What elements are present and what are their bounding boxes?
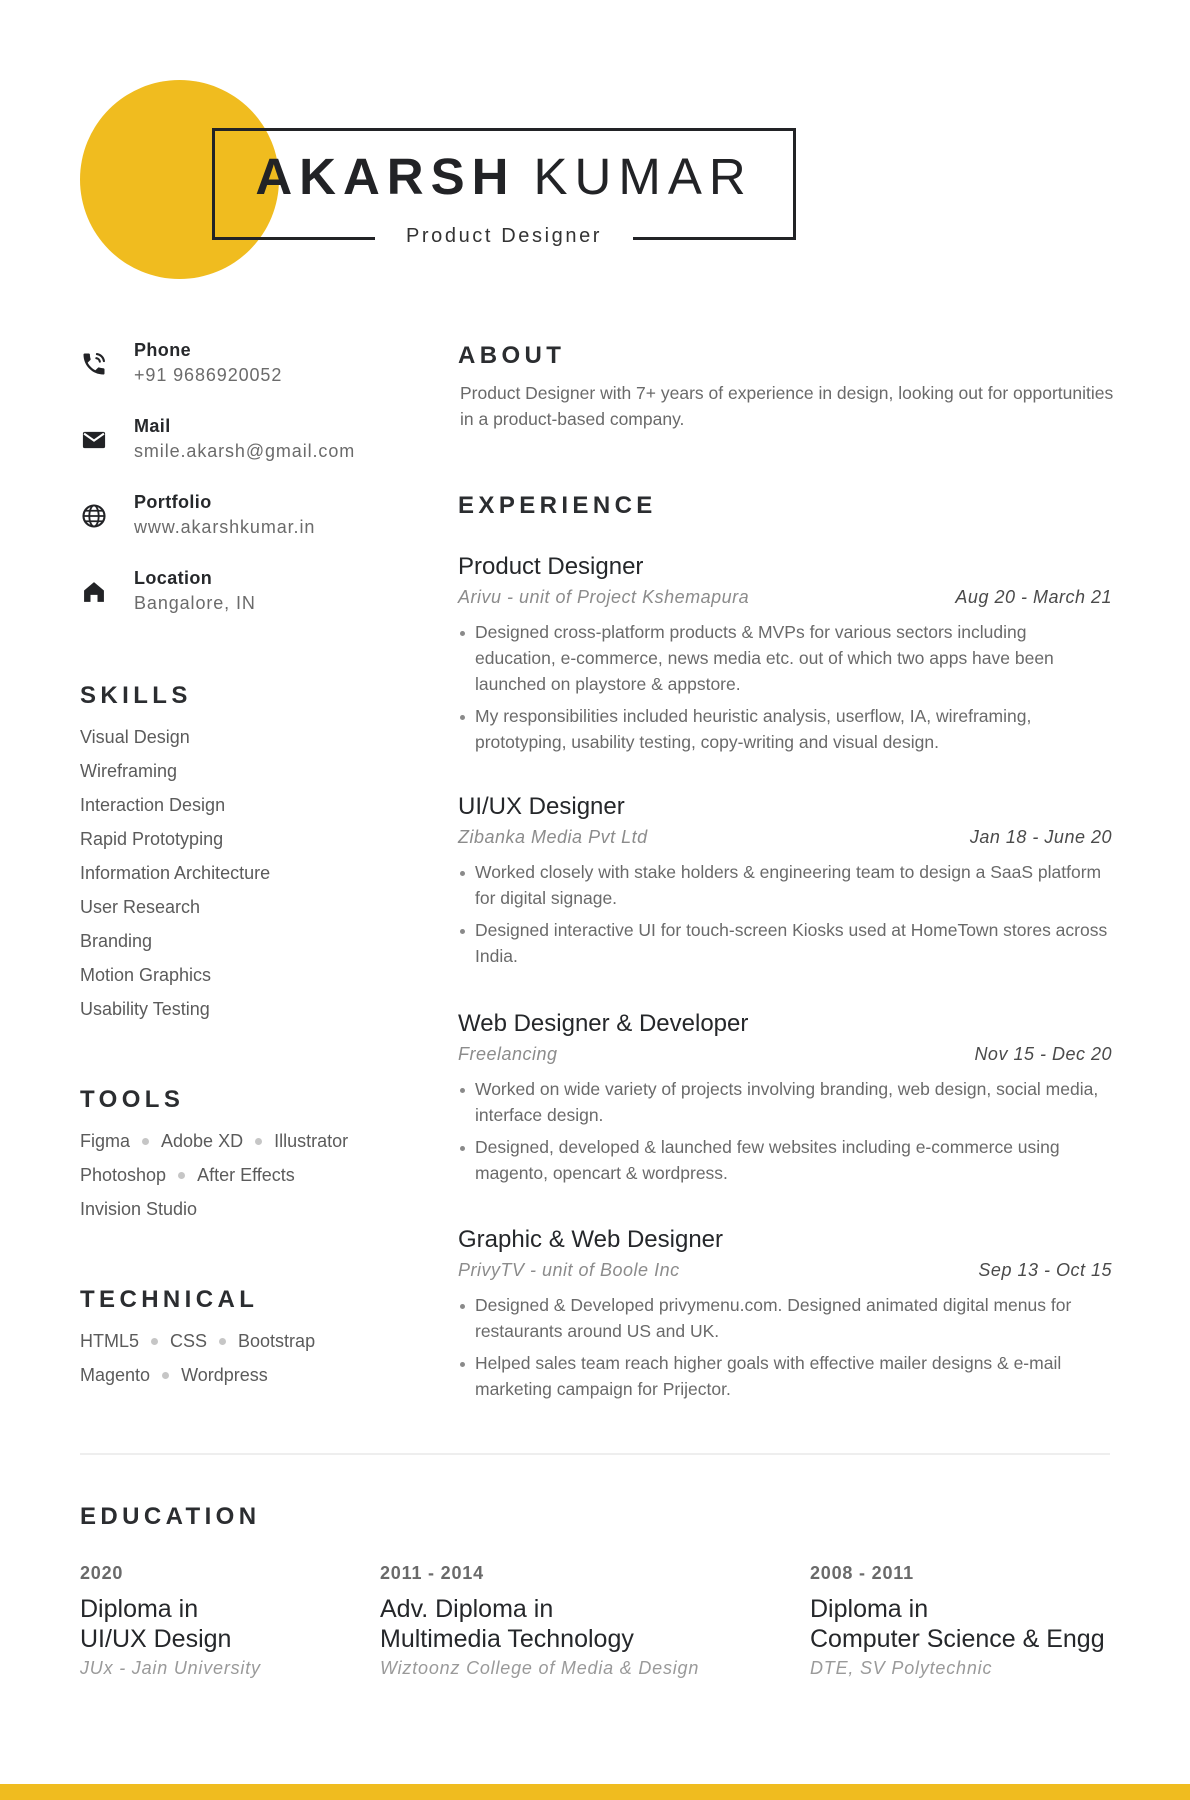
education-degree [810, 1594, 1105, 1654]
phone-icon [80, 350, 108, 378]
name-frame [212, 128, 796, 247]
job-entry [458, 553, 1112, 761]
contact-label: Phone [134, 340, 192, 360]
degree-line: Adv. Diploma in [380, 1595, 554, 1623]
home-icon [80, 578, 108, 606]
contact-label: Mail [134, 416, 171, 436]
degree-line: Computer Science & Engg [810, 1625, 1105, 1653]
job-bullet: Designed cross-platform products & MVPs for various sectors including education, e-commerce, news media etc. out of which two apps have been launched on playstore & appstore. [458, 619, 1112, 697]
degree-line: Diploma in [810, 1595, 929, 1623]
education-entry [810, 1562, 1105, 1679]
degree-line: Diploma in [80, 1595, 199, 1623]
portfolio-value[interactable]: www.akarshkumar.in [134, 517, 316, 537]
degree-line: UI/UX Design [80, 1625, 232, 1653]
job-title: Product Designer [458, 553, 644, 580]
tool-item: Adobe XD [161, 1131, 244, 1151]
job-dates: Jan 18 - June 20 [969, 827, 1112, 847]
education-heading: EDUCATION [80, 1503, 261, 1530]
experience-heading: EXPERIENCE [458, 492, 657, 519]
contact-label: Location [134, 568, 213, 588]
degree-line: Multimedia Technology [380, 1625, 634, 1653]
job-title: UI/UX Designer [458, 793, 625, 820]
technical-list [80, 1330, 315, 1398]
job-bullet: Designed, developed & launched few websites including e-commerce using magento, opencart & wordpress. [458, 1134, 1112, 1186]
job-bullet: My responsibilities included heuristic analysis, userflow, IA, wireframing, prototyping, usability testing, copy-writing and visual design. [458, 703, 1112, 755]
section-divider [80, 1453, 1110, 1455]
list-item: Branding [80, 931, 153, 951]
education-years: 2011 - 2014 [380, 1563, 484, 1583]
education-institution: DTE, SV Polytechnic [810, 1658, 993, 1678]
tool-item: Figma [80, 1131, 131, 1151]
education-years: 2008 - 2011 [810, 1563, 914, 1583]
last-name: KUMAR [533, 148, 753, 205]
skills-heading: SKILLS [80, 682, 192, 709]
full-name [215, 148, 793, 205]
job-bullet: Designed & Developed privymenu.com. Designed animated digital menus for restaurants around US and UK. [458, 1292, 1112, 1344]
list-item: Motion Graphics [80, 965, 212, 985]
list-item: Interaction Design [80, 795, 226, 815]
skills-list [80, 726, 270, 1032]
tech-item: Wordpress [181, 1365, 268, 1385]
job-bullet: Helped sales team reach higher goals with effective mailer designs & e-mail marketing campaign for Prijector. [458, 1350, 1112, 1402]
phone-value[interactable]: +91 9686920052 [134, 365, 283, 385]
globe-icon [80, 502, 108, 530]
education-institution: Wiztoonz College of Media & Design [380, 1658, 700, 1678]
about-heading: ABOUT [458, 342, 566, 369]
list-item: Usability Testing [80, 999, 210, 1019]
tech-item: HTML5 [80, 1331, 140, 1351]
tools-list [80, 1130, 348, 1232]
education-years: 2020 [80, 1563, 124, 1583]
job-company: Zibanka Media Pvt Ltd [458, 827, 648, 847]
job-dates: Sep 13 - Oct 15 [978, 1260, 1112, 1280]
education-degree [380, 1594, 699, 1654]
mail-icon [80, 426, 108, 454]
job-company: Freelancing [458, 1044, 558, 1064]
tech-item: Magento [80, 1365, 151, 1385]
list-item: Visual Design [80, 727, 190, 747]
separator-dot [142, 1138, 149, 1145]
job-bullet: Worked on wide variety of projects involving branding, web design, social media, interface design. [458, 1076, 1112, 1128]
education-entry [380, 1562, 699, 1679]
job-company: Arivu - unit of Project Kshemapura [458, 587, 750, 607]
tool-item: Invision Studio [80, 1199, 198, 1219]
tech-item: CSS [170, 1331, 208, 1351]
education-institution: JUx - Jain University [80, 1658, 261, 1678]
job-dates: Nov 15 - Dec 20 [974, 1044, 1112, 1064]
tool-item: Illustrator [274, 1131, 349, 1151]
job-bullet: Worked closely with stake holders & engineering team to design a SaaS platform for digital signage. [458, 859, 1112, 911]
list-item: Rapid Prototyping [80, 829, 224, 849]
list-item: Wireframing [80, 761, 178, 781]
footer-accent-bar [0, 1784, 1190, 1800]
first-name: AKARSH [255, 148, 516, 205]
separator-dot [219, 1338, 226, 1345]
tool-item: After Effects [197, 1165, 295, 1185]
list-item: User Research [80, 897, 201, 917]
tool-item: Photoshop [80, 1165, 167, 1185]
tech-item: Bootstrap [238, 1331, 316, 1351]
separator-dot [178, 1172, 185, 1179]
about-text: Product Designer with 7+ years of experience in design, looking out for opportunities in a product-based company. [460, 383, 1114, 429]
technical-heading: TECHNICAL [80, 1286, 259, 1313]
location-value: Bangalore, IN [134, 593, 256, 613]
job-entry [458, 1010, 1112, 1192]
separator-dot [255, 1138, 262, 1145]
tools-heading: TOOLS [80, 1086, 185, 1113]
mail-value[interactable]: smile.akarsh@gmail.com [134, 441, 356, 461]
separator-dot [162, 1372, 169, 1379]
education-entry [80, 1562, 261, 1679]
job-company: PrivyTV - unit of Boole Inc [458, 1260, 680, 1280]
job-title: Graphic & Web Designer [458, 1226, 724, 1253]
job-dates: Aug 20 - March 21 [955, 587, 1112, 607]
job-entry [458, 793, 1112, 975]
job-entry [458, 1226, 1112, 1408]
job-title: Web Designer & Developer [458, 1010, 749, 1037]
contact-label: Portfolio [134, 492, 212, 512]
job-bullet: Designed interactive UI for touch-screen Kiosks used at HomeTown stores across India. [458, 917, 1112, 969]
education-degree [80, 1594, 261, 1654]
job-title: Product Designer [375, 226, 633, 246]
list-item: Information Architecture [80, 863, 271, 883]
separator-dot [151, 1338, 158, 1345]
